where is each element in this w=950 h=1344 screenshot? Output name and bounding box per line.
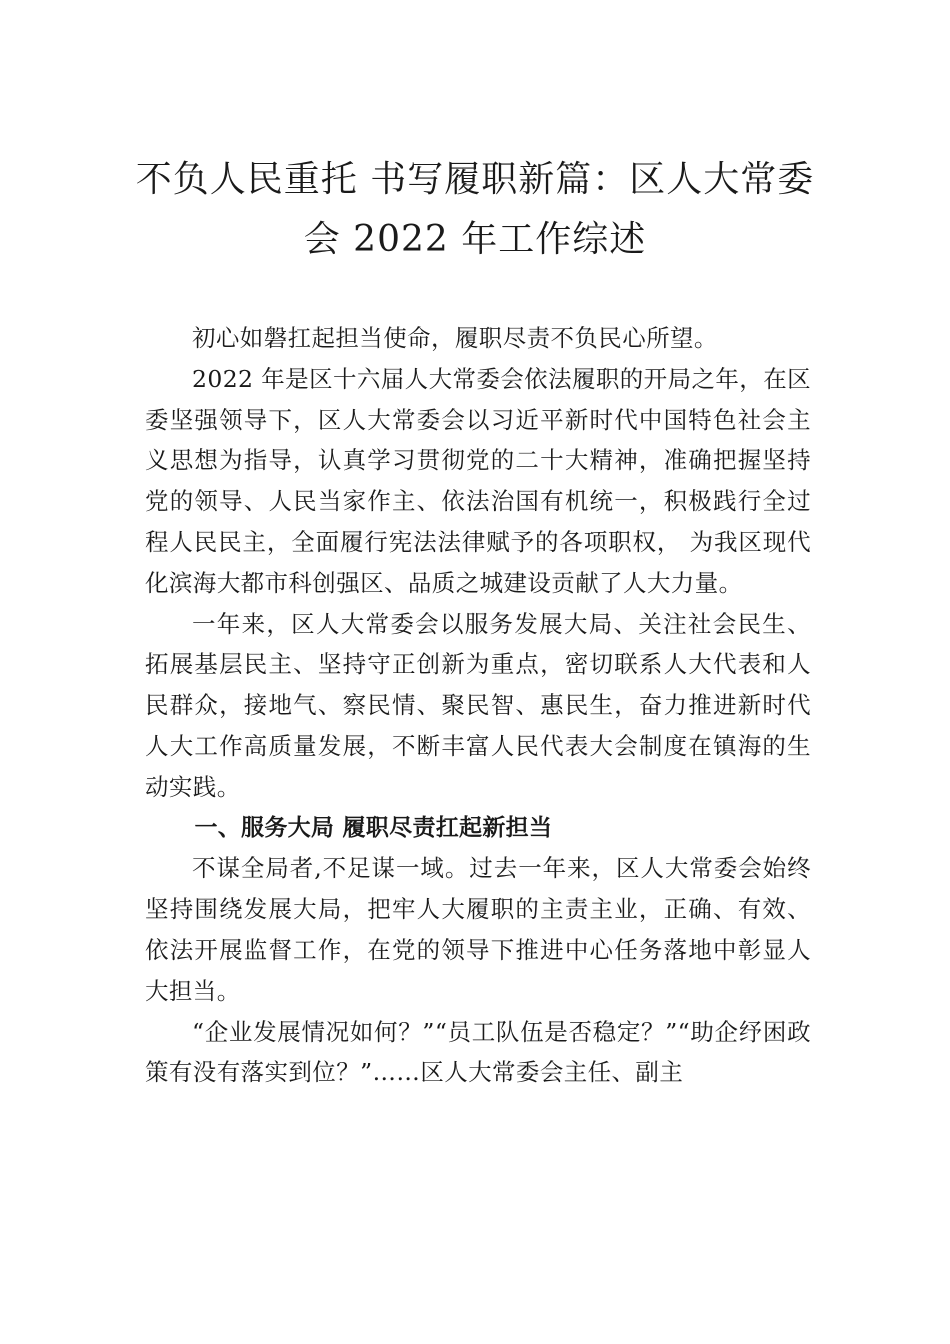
paragraph-intro: 初心如磐扛起担当使命，履职尽责不负民心所望。: [192, 324, 718, 352]
paragraph-overview: 2022 年是区十六届人大常委会依法履职的开局之年，在区委坚强领导下，区人大常委会以习近平新时代中国特色社会主义思想为指导，认真学习贯彻党的二十大精神，准确把握坚持党的领导、人民当家作主、依法治国有机统一，积极践行全过程人民民主，全面履行宪法法律赋予的各项职权， 为我区现代化滨海大都市科创强区、品质之城建设贡献了人大力量。: [145, 364, 811, 597]
paragraph-section-1: 不谋全局者,不足谋一域。过去一年来，区人大常委会始终坚持围绕发展大局，把牢人大履职的主责主业，正确、有效、依法开展监督工作，在党的领导下推进中心任务落地中彰显人大担当。: [145, 854, 811, 1005]
title-line-1: 不负人民重托 书写履职新篇：区人大常委: [135, 159, 815, 200]
document-body: [145, 318, 811, 1093]
paragraph-section-2: “企业发展情况如何？”“员工队伍是否稳定？”“助企纾困政策有没有落实到位？”……区人大常委会主任、副主: [145, 1017, 811, 1087]
title-line-2: 会 2022 年工作综述: [303, 219, 647, 260]
paragraph-summary: 一年来，区人大常委会以服务发展大局、关注社会民生、拓展基层民主、坚持守正创新为重点，密切联系人大代表和人民群众，接地气、察民情、聚民智、惠民生，奋力推进新时代人大工作高质量发展，不断丰富人民代表大会制度在镇海的生动实践。: [145, 609, 811, 801]
document-title: [130, 150, 820, 270]
section-heading: 一、服务大局 履职尽责扛起新担当: [194, 814, 553, 841]
